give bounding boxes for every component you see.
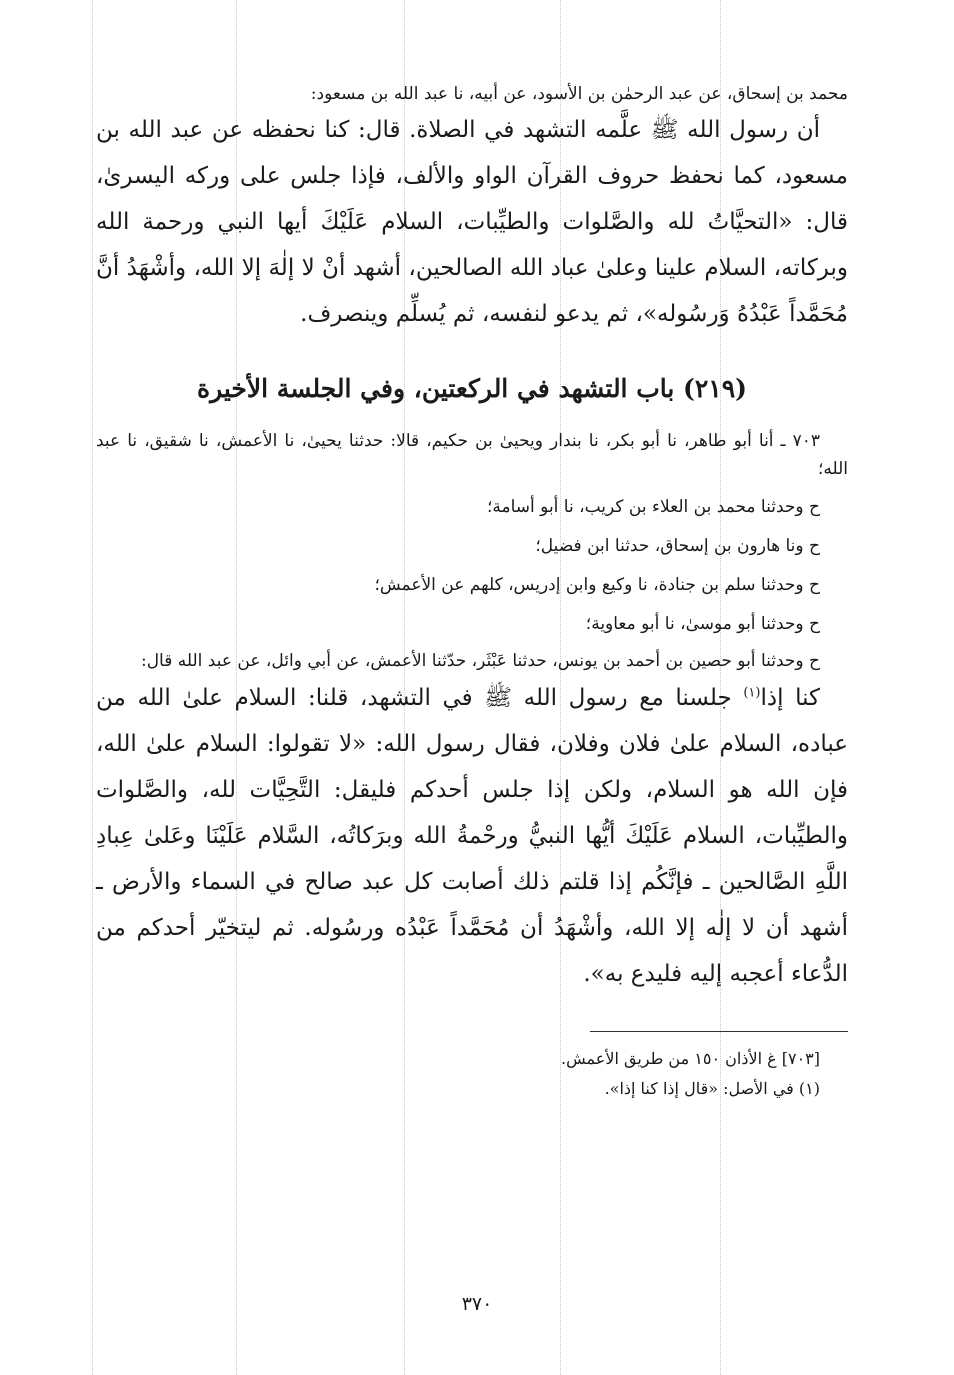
page-number: ٣٧٠ [461,1293,493,1315]
footnote-reference: [٧٠٣] غ الأذان ١٥٠ من طريق الأعمش. [561,1049,820,1068]
hadith-chain-intro: ٧٠٣ ـ أنا أبو طاهر، نا أبو بكر، نا بندار ويحيىٰ بن حكيم، قالا: حدثنا يحيىٰ، نا الأعمش، نا شقيق، نا عبد الله؛ [96,431,848,479]
page-body [96,82,848,1104]
hadith-text-paragraph [96,675,848,997]
chain-item: ح وحدثنا سلم بن جنادة، نا وكيع وابن إدريس، كلهم عن الأعمش؛ [374,575,820,595]
hadith-text-start: كنا إذا [760,685,820,711]
hadith-text-paragraph: أن رسول الله ﷺ علَّمه التشهد في الصلاة. قال: كنا نحفظه عن عبد الله بن مسعود، كما نحفظ حروف القرآن الواو والألف، فإذا جلس على وركه اليسرىٰ، قال: «التحيَّاتُ لله والصَّلوات والطيِّبات، السلام عَلَيْكَ أيها النبي ورحمة الله وبركاته، السلام علينا وعلىٰ عباد الله الصالحين، أشهد أنْ لا إلٰهَ إلا الله، وأشْهَدُ أنَّ مُحَمَّداً عَبْدُهُ وَرسُوله»، ثم يدعو لنفسه، ثم يُسلِّم وينصرف. [96,117,848,327]
hadith-text-rest: جلسنا مع رسول الله ﷺ في التشهد، قلنا: السلام علىٰ الله من عباده، السلام علىٰ فلان وفلان، فقال رسول الله: «لا تقولوا: السلام علىٰ الله، فإن الله هو السلام، ولكن إذا جلس أحدكم فليقل: التَّحِيَّات لله، والصَّلوات والطيِّبات، السلام عَلَيْكَ أيُّها النبيُّ ورحْمةُ الله وبرَكاتُه، السَّلام عَلَيْنَا وعَلىٰ عِبادِ اللَّهِ الصَّالحين ـ فإنَّكُم إذا قلتم ذلك أصابت كل عبد صالح في السماء والأرض ـ أشهد أن لا إلٰه إلا الله، وأشْهَدُ أن مُحَمَّداً عَبْدُه ورسُوله. ثم ليتخيّر أحدكم من الدُّعاء أعجبه إليه فليدع به». [96,685,848,987]
chain-item: ح ونا هارون بن إسحاق، حدثنا ابن فضيل؛ [535,536,820,556]
chain-item: ح وحدثنا محمد بن العلاء بن كريب، نا أبو أسامة؛ [486,497,820,517]
chain-item: ح وحدثنا أبو موسىٰ، نا أبو معاوية؛ [585,614,820,634]
footnote-note: (١) في الأصل: «قال إذا كنا إذا». [604,1079,820,1098]
footnote-divider [590,1031,848,1032]
chapter-heading: (٢١٩) باب التشهد في الركعتين، وفي الجلسة الأخيرة [197,374,747,403]
chain-item-last: ح وحدثنا أبو حصين بن أحمد بن يونس، حدثنا عَبْثَر، حدّثنا الأعمش، عن أبي وائل، عن عبد الله قال: [140,651,820,671]
chain-continuation-line: محمد بن إسحاق، عن عبد الرحمٰن بن الأسود، عن أبيه، نا عبد الله بن مسعود: [310,84,848,104]
footnote-marker: (١) [743,685,761,701]
scan-artifact-line [92,0,93,1375]
